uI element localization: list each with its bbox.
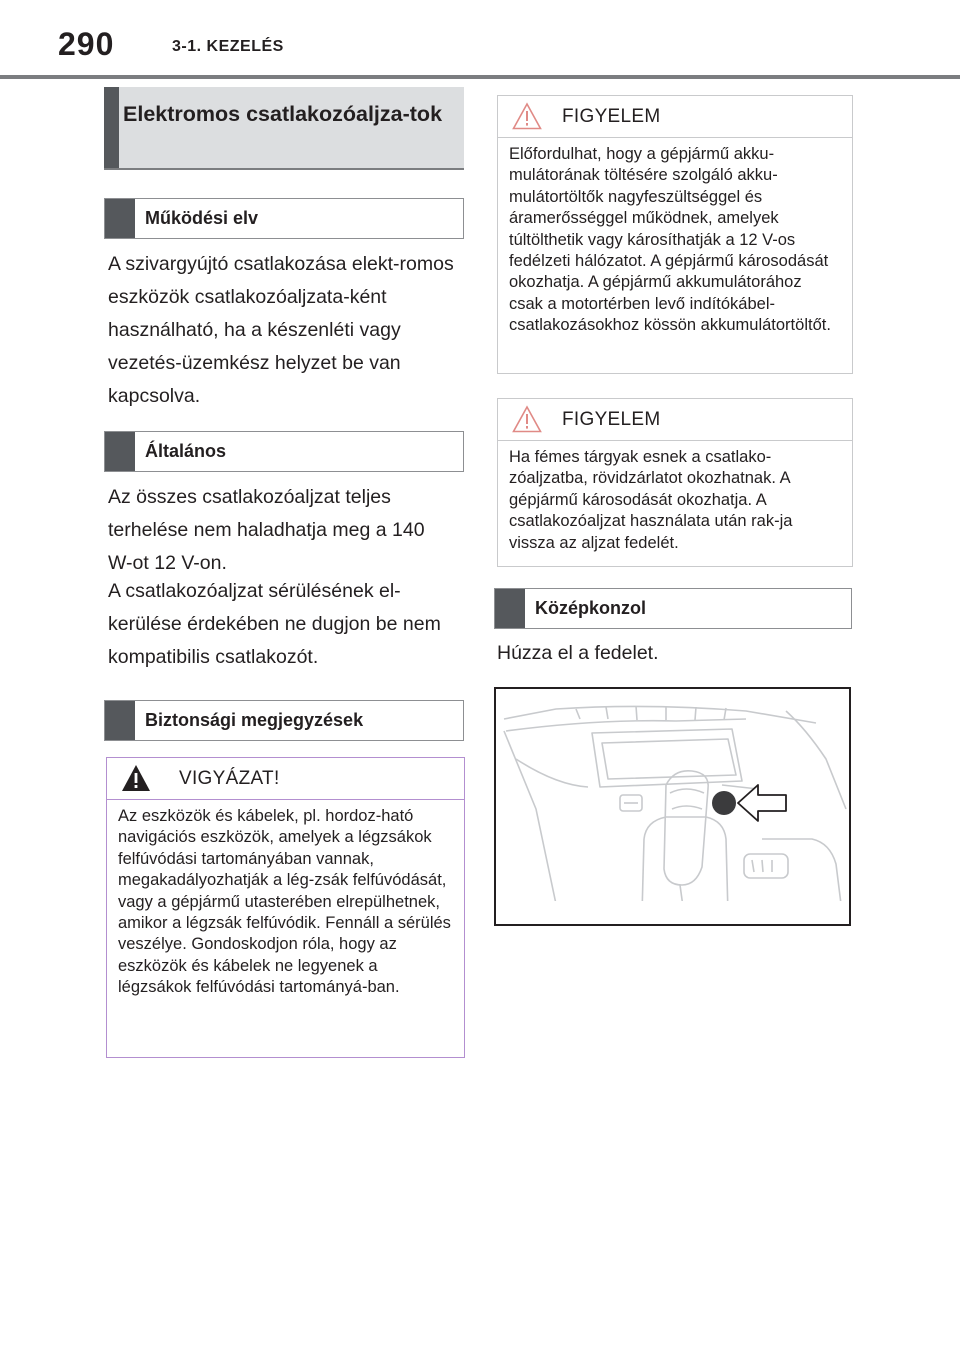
caution-label: VIGYÁZAT! [179, 768, 280, 789]
section-title-bar [104, 87, 119, 168]
warning-triangle-outline-icon [512, 405, 542, 433]
heading-bar [105, 701, 135, 740]
heading-center-console [494, 588, 852, 629]
heading-general [104, 431, 464, 472]
notice-header [498, 96, 852, 138]
page-number: 290 [58, 26, 115, 62]
notice-box-metal-objects [497, 398, 853, 567]
heading-text: Középkonzol [535, 598, 646, 618]
paragraph-working-principle: A szivargyújtó csatlakozása elekt-romos eszközök csatlakozóaljzata-ként használható, ha a készenléti vagy vezetés-üzemkész helyzet be van kapcsolva. [108, 253, 454, 407]
header-rule [0, 75, 960, 79]
section-title: Elektromos csatlakozóaljza-tok [123, 102, 443, 126]
heading-text: Működési elv [145, 208, 259, 228]
heading-text: Általános [145, 441, 227, 461]
section-title-box [104, 87, 464, 170]
heading-bar [105, 432, 135, 471]
caution-text: Az eszközök és kábelek, pl. hordoz-ható navigációs eszközök, amelyek a légzsákok felfúvódási tartományában vannak, megakadályozhatják a lég-zsák felfúvódását, vagy a gépjármű utasterében elrepülhetnek, amikor a légzsák felfúvódik. Fennáll a sérülés veszélye. Gondoskodjon róla, hogy az eszközök és kábelek ne legyenek a légzsákok felfúvódási tartományá-ban. [118, 807, 451, 997]
notice-text: Előfordulhat, hogy a gépjármű akku-mulátorának töltésére szolgáló akku-mulátortöltők nagyfeszültséggel és áramerősséggel működnek, amelyek túltölthetik vagy károsíthatják a 12 V-os fedélzeti hálózatot. A gépjármű károsodását okozhatja. A gépjármű akkumulátorához csak a motortérben levő indítókábel-csatlakozásokhoz kössön akkumulátortöltőt. [509, 145, 831, 335]
center-console-drawing [496, 689, 849, 924]
notice-header [498, 399, 852, 441]
heading-bar [105, 199, 135, 238]
heading-bar [495, 589, 525, 628]
warning-triangle-outline-icon [512, 102, 542, 130]
center-console-illustration [494, 687, 851, 926]
paragraph-general-damage: A csatlakozóaljzat sérülésének el-kerülése érdekében ne dugjon be nem kompatibilis csatlakozót. [108, 580, 441, 668]
notice-label: FIGYELEM [562, 106, 661, 127]
paragraph-center-console: Húzza el a fedelet. [497, 642, 659, 664]
notice-text: Ha fémes tárgyak esnek a csatlako-zóaljzatba, rövidzárlatot okozhatnak. A gépjármű károsodását okozhatja. A csatlakozóaljzat használata után rak-ja vissza az aljzat fedelét. [509, 448, 793, 552]
chapter-title: 3-1. KEZELÉS [172, 38, 284, 55]
caution-box [106, 757, 465, 1058]
paragraph-general-load: Az összes csatlakozóaljzat teljes terhelése nem haladhatja meg a 140 W-ot 12 V-on. [108, 486, 425, 574]
notice-label: FIGYELEM [562, 409, 661, 430]
heading-working-principle [104, 198, 464, 239]
caution-header [107, 758, 464, 800]
warning-triangle-filled-icon [121, 764, 151, 792]
heading-safety-notes [104, 700, 464, 741]
heading-text: Biztonsági megjegyzések [145, 710, 364, 730]
notice-box-charger [497, 95, 853, 374]
